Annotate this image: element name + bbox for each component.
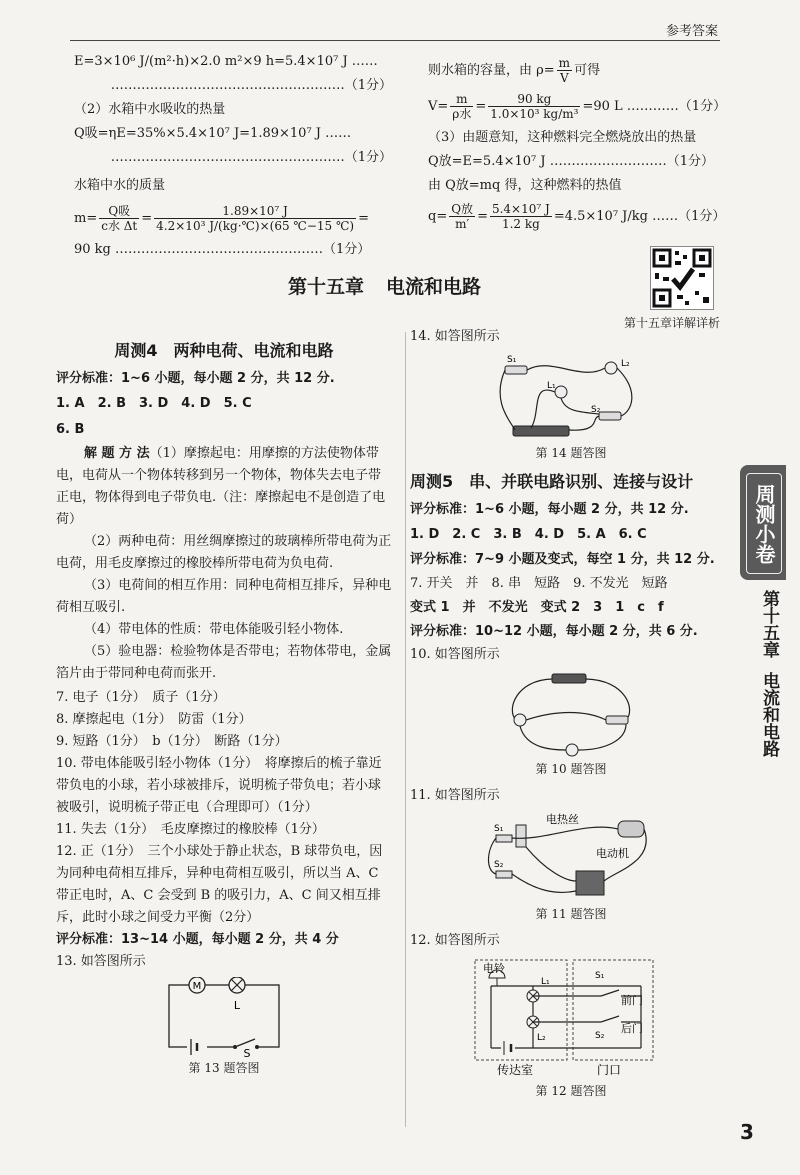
- quiz5-section: [410, 326, 732, 1107]
- chapter-heading: [288, 272, 503, 299]
- solution-line: E=3×10⁶ J/(m²·h)×2.0 m²×9 h=5.4×10⁷ J ……: [74, 54, 378, 69]
- fraction: [154, 204, 356, 233]
- score-line: 90 kg …………………………………………（1分）: [74, 242, 371, 257]
- scoring-standard: [410, 620, 732, 644]
- figure-caption: 第 13 题答图: [188, 1061, 260, 1075]
- side-chapter-title: 电流和电路: [759, 672, 779, 757]
- l2-label: L₂: [537, 1033, 546, 1043]
- answer-line: 7. 开关 并 8. 串 短路 9. 不发光 短路: [410, 576, 668, 591]
- answer-line: 11. 如答图所示: [410, 788, 500, 803]
- figure-caption: 第 10 题答图: [535, 762, 607, 776]
- scoring-standard: [410, 548, 732, 572]
- bell-label: 电铃: [483, 962, 505, 975]
- page-header-title: 参考答案: [665, 24, 718, 39]
- method-paragraph: （2）两种电荷：用丝绸摩擦过的玻璃棒所带电荷为正电荷，用毛皮摩擦过的橡胶棒所带电荷为负电荷.: [56, 534, 392, 571]
- side-chapter-number: 第十五章: [759, 590, 779, 658]
- mc-answers: 1. A 2. B 3. D 4. D 5. C: [56, 396, 252, 411]
- method-title: 解 题 方 法: [84, 446, 150, 461]
- method-text: （1）摩擦起电：用摩擦的方法使物体带电，电荷从一个物体转移到另一个物体，物体失去电子带正电，物体得到电子带负电.（注：摩擦起电不是创造了电荷）: [56, 446, 386, 527]
- fraction-den: V: [560, 71, 569, 85]
- fig14-wiring-diagram: [491, 352, 651, 442]
- answer-line: 13. 如答图所示: [56, 954, 146, 969]
- door-label: 门口: [597, 1063, 622, 1077]
- std-text: 评分标准：7~9 小题及变式，每空 1 分，共 12 分.: [410, 552, 715, 567]
- fig12-circuit-diagram: [471, 956, 671, 1080]
- text: V=: [428, 99, 449, 114]
- fraction-den: 4.2×10³ J/(kg·℃)×(65 ℃−15 ℃): [156, 219, 355, 233]
- mc-answers: 1. D 2. C 3. B 4. D 5. A 6. C: [410, 527, 647, 542]
- lamp-label: L: [233, 999, 241, 1012]
- scoring-standard: [56, 929, 392, 951]
- s2-label: S₂: [591, 405, 601, 415]
- answer-line: 14. 如答图所示: [410, 329, 500, 344]
- fraction-num: 90 kg: [488, 92, 580, 107]
- fraction-den: ρ水: [452, 107, 472, 121]
- motor-label: M: [192, 981, 202, 992]
- text: =: [477, 209, 488, 224]
- fraction: [449, 202, 475, 231]
- solution-line: 水箱中水的质量: [74, 178, 166, 193]
- solution-line: （2）水箱中水吸收的热量: [74, 102, 226, 117]
- figure-caption: 第 12 题答图: [535, 1084, 607, 1098]
- header-rule: [70, 40, 720, 41]
- fraction-num: m: [558, 56, 571, 70]
- std-text: 评分标准：1~6 小题，每小题 2 分，共 12 分.: [410, 502, 689, 517]
- answer-line: 12. 正（1分） 三个小球处于静止状态，B 球带负电，因为同种电荷相互排斥，异种电荷相互吸引，所以当 A、C 带正电时，A、C 会受到 B 的吸引力，A、C 间又相互排斥，此时小球之间受力平衡（2分）: [56, 844, 383, 925]
- qr-caption: 第十五章详解详析: [624, 316, 721, 330]
- s2-label: S₂: [595, 1031, 605, 1041]
- formula-lhs: m=: [74, 211, 98, 226]
- answer-line: 7. 电子（1分） 质子（1分）: [56, 690, 226, 705]
- std-text: 评分标准：10~12 小题，每小题 2 分，共 6 分.: [410, 624, 698, 639]
- room-label: 传达室: [497, 1063, 534, 1077]
- solution-line: [428, 54, 720, 88]
- fraction: [488, 92, 580, 121]
- fraction-den: 1.0×10³ kg/m³: [490, 107, 579, 121]
- fraction: [450, 92, 473, 121]
- answer-line: 10. 带电体能吸引轻小物体（1分） 将摩擦后的梳子靠近带负电的小球，若小球被排斥，说明梳子带负电；若小球被吸引，说明梳子带正电（合理即可）（1分）: [56, 756, 382, 815]
- motor-label: 电动机: [596, 847, 629, 860]
- front-door-label: 前门: [621, 994, 643, 1007]
- quiz4-section: [56, 336, 392, 1084]
- method-paragraph: （4）带电体的性质：带电体能吸引轻小物体.: [84, 622, 344, 637]
- heat-value-formula: [428, 198, 726, 236]
- l1-label: L₁: [547, 381, 556, 391]
- l1-label: L₁: [541, 977, 550, 987]
- page-number: 3: [740, 1120, 754, 1144]
- formula-end: =: [358, 211, 370, 226]
- method-paragraph: [56, 443, 392, 531]
- mass-formula: m= $\frac{\text{Q吸}}{\text{c水 Δt}}$ = $\frac{\text{1.89×10⁷ J}}{\text{4.2×10³ J/(kg·℃)×(65 ℃−15 ℃)}}$ =: [74, 204, 370, 233]
- switch-label: S: [243, 1047, 251, 1057]
- fraction-num: Q放: [451, 202, 474, 216]
- heater-label: 电热丝: [546, 813, 579, 826]
- figure-caption: 第 11 题答图: [535, 907, 607, 921]
- scoring-standard: [56, 367, 392, 391]
- side-tab[interactable]: [740, 465, 786, 580]
- s1-label: S₁: [507, 355, 517, 365]
- text: q=: [428, 209, 448, 224]
- top-right-solution: [428, 54, 727, 236]
- scoring-standard: [410, 498, 732, 522]
- fig13-circuit-diagram: [159, 977, 289, 1057]
- mc-answer: 6. B: [56, 422, 85, 437]
- fraction-den: c水 Δt: [101, 219, 138, 233]
- text: =4.5×10⁷ J/kg ……（1分）: [553, 209, 726, 224]
- fraction-den: 1.2 kg: [501, 217, 540, 231]
- text: =: [475, 99, 487, 114]
- score-line: ………………………………………………（1分）: [110, 150, 392, 165]
- answer-line: 8. 摩擦起电（1分） 防雷（1分）: [56, 712, 252, 727]
- column-divider: [405, 332, 406, 1127]
- text: 则水箱的容量，由 ρ=: [428, 63, 555, 78]
- fraction-num: Q吸: [99, 204, 139, 219]
- l2-label: L₂: [621, 359, 630, 369]
- fraction-den: m′: [455, 217, 470, 231]
- volume-formula: [428, 88, 727, 126]
- chapter-number: 第十五章: [288, 276, 365, 298]
- s2-label: S₂: [494, 860, 504, 870]
- fraction: [557, 56, 572, 85]
- fraction-num: 5.4×10⁷ J: [491, 202, 550, 216]
- fraction: [99, 204, 139, 233]
- side-chapter: [750, 590, 784, 757]
- score-line: ………………………………………………（1分）: [110, 78, 392, 93]
- side-tab-label: 周测小卷: [746, 473, 782, 574]
- top-left-solution: [74, 50, 392, 262]
- answer-line: 9. 短路（1分） b（1分） 断路（1分）: [56, 734, 288, 749]
- s1-label: S₁: [494, 824, 504, 834]
- solution-line: Q吸=ηE=35%×5.4×10⁷ J=1.89×10⁷ J ……: [74, 126, 352, 141]
- std-text: 评分标准：1~6 小题，每小题 2 分，共 12 分.: [56, 371, 335, 386]
- fraction-num: m: [450, 92, 473, 107]
- answer-line: 10. 如答图所示: [410, 647, 500, 662]
- qr-code-icon[interactable]: [650, 246, 714, 310]
- answer-line: 11. 失去（1分） 毛皮摩擦过的橡胶棒（1分）: [56, 822, 325, 837]
- fraction: [490, 202, 552, 231]
- text: =90 L …………（1分）: [582, 99, 727, 114]
- answer-line: 12. 如答图所示: [410, 933, 500, 948]
- fraction-num: 1.89×10⁷ J: [154, 204, 356, 219]
- fig10-wiring-diagram: [496, 670, 646, 758]
- fig11-wiring-diagram: [486, 811, 656, 903]
- s1-label: S₁: [595, 971, 605, 981]
- section-title: 周测5 串、并联电路识别、连接与设计: [410, 472, 694, 491]
- method-paragraph: （3）电荷间的相互作用：同种电荷相互排斥，异种电荷相互吸引.: [56, 578, 392, 615]
- variant-answers: 变式 1 并 不发光 变式 2 3 1 c f: [410, 600, 664, 615]
- figure-caption: 第 14 题答图: [535, 446, 607, 460]
- back-door-label: 后门: [621, 1022, 643, 1035]
- solution-line: Q放=E=5.4×10⁷ J ………………………（1分）: [428, 154, 715, 169]
- method-paragraph: （5）验电器：检验物体是否带电；若物体带电，金属箔片由于带同种电荷而张开.: [56, 644, 392, 681]
- std-text: 评分标准：13~14 小题，每小题 2 分，共 4 分: [56, 932, 339, 947]
- solution-line: 由 Q放=mq 得，这种燃料的热值: [428, 178, 622, 193]
- section-title: 周测4 两种电荷、电流和电路: [114, 341, 334, 360]
- chapter-title: 电流和电路: [386, 276, 482, 298]
- solution-line: （3）由题意知，这种燃料完全燃烧放出的热量: [428, 130, 697, 145]
- text: 可得: [574, 63, 601, 78]
